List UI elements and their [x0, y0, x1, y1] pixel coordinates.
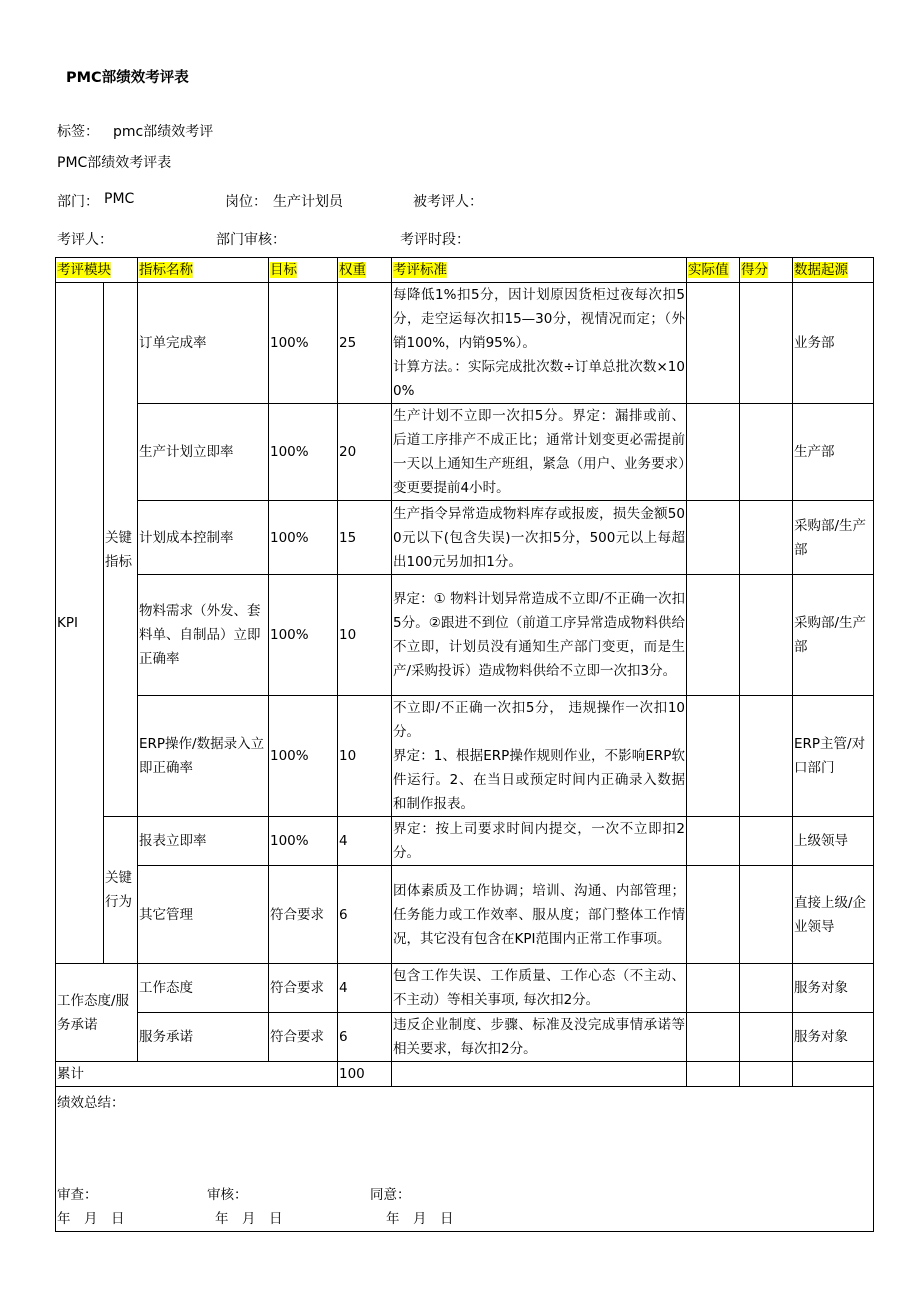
- indicator-criteria: 不立即/不正确一次扣5分， 违规操作一次扣10分。 界定：1、根据ERP操作规则作业，不影响ERP软件运行。2、在当日或预定时间内正确录入数据和制作报表。: [392, 696, 687, 817]
- actual-value-cell[interactable]: [687, 1013, 740, 1062]
- indicator-name: 计划成本控制率: [138, 501, 269, 575]
- table-row: [56, 866, 874, 964]
- indicator-source: 服务对象: [793, 964, 874, 1013]
- table-row: [56, 1013, 874, 1062]
- indicator-source: 服务对象: [793, 1013, 874, 1062]
- indicator-criteria: 生产计划不立即一次扣5分。界定：漏排或前、后道工序排产不成正比；通常计划变更必需提前一天以上通知生产班组，紧急（用户、业务要求）变更要提前4小时。: [392, 404, 687, 501]
- subtitle: PMC部绩效考评表: [57, 155, 172, 171]
- indicator-criteria: 生产指令异常造成物料库存或报废，损失金额500元以下(包含失误)一次扣5分，500元以上每超出100元另加扣1分。: [392, 501, 687, 575]
- header-criteria: 考评标准: [392, 258, 687, 283]
- header-source: 数据起源: [793, 258, 874, 283]
- actual-value-cell[interactable]: [687, 866, 740, 964]
- post-value: 生产计划员: [273, 194, 343, 210]
- summary-label: 绩效总结：: [57, 1095, 125, 1111]
- indicator-weight: 4: [338, 817, 392, 866]
- score-cell[interactable]: [740, 575, 793, 696]
- indicator-criteria: 团体素质及工作协调；培训、沟通、内部管理；任务能力或工作效率、服从度；部门整体工作情况，其它没有包含在KPI范围内正常工作事项。: [392, 866, 687, 964]
- indicator-criteria: 每降低1%扣5分，因计划原因货柜过夜每次扣5分，走空运每次扣15—30分，视情况而定；（外销100%，内销95%）。 计算方法。：实际完成批次数÷订单总批次数×100%: [392, 283, 687, 404]
- indicator-target: 100%: [269, 575, 338, 696]
- header-row: [56, 258, 874, 283]
- group-attitude: 工作态度/服务承诺: [56, 964, 138, 1062]
- score-cell[interactable]: [740, 696, 793, 817]
- period-label: 考评时段：: [400, 232, 470, 248]
- summary-row: [56, 1087, 874, 1232]
- score-cell[interactable]: [740, 964, 793, 1013]
- agree-label: 同意：: [370, 1187, 411, 1203]
- indicator-name: 报表立即率: [138, 817, 269, 866]
- dept-label: 部门：: [57, 194, 99, 210]
- indicator-name: 订单完成率: [138, 283, 269, 404]
- indicator-target: 符合要求: [269, 964, 338, 1013]
- total-source-cell: [793, 1062, 874, 1087]
- sub-key-behavior: 关键行为: [104, 817, 138, 964]
- indicator-source: 采购部/生产部: [793, 575, 874, 696]
- indicator-weight: 10: [338, 696, 392, 817]
- header-actual: 实际值: [687, 258, 740, 283]
- indicator-target: 100%: [269, 696, 338, 817]
- post-label: 岗位：: [225, 194, 267, 210]
- indicator-criteria: 包含工作失误、工作质量、工作心态（不主动、不主动）等相关事项, 每次扣2分。: [392, 964, 687, 1013]
- indicator-target: 100%: [269, 817, 338, 866]
- indicator-weight: 4: [338, 964, 392, 1013]
- table-row: [56, 817, 874, 866]
- total-criteria-cell: [392, 1062, 687, 1087]
- actual-value-cell[interactable]: [687, 817, 740, 866]
- page-title: PMC部绩效考评表: [66, 70, 189, 86]
- table-row: [56, 404, 874, 501]
- tag-label: 标签：: [57, 124, 99, 140]
- indicator-criteria: 违反企业制度、步骤、标准及没完成事情承诺等相关要求，每次扣2分。: [392, 1013, 687, 1062]
- check-label: 审查：: [57, 1187, 98, 1203]
- score-cell[interactable]: [740, 1013, 793, 1062]
- table-row: [56, 501, 874, 575]
- header-target: 目标: [269, 258, 338, 283]
- indicator-source: ERP主管/对口部门: [793, 696, 874, 817]
- dept-value: PMC: [104, 191, 135, 207]
- indicator-weight: 25: [338, 283, 392, 404]
- indicator-target: 符合要求: [269, 866, 338, 964]
- audit-label: 审核：: [207, 1187, 248, 1203]
- appraiser-label: 考评人：: [57, 232, 113, 248]
- group-kpi: KPI: [56, 283, 104, 964]
- agree-date: 年 月 日: [386, 1211, 454, 1227]
- indicator-source: 采购部/生产部: [793, 501, 874, 575]
- indicator-target: 100%: [269, 404, 338, 501]
- total-weight: 100: [338, 1062, 392, 1087]
- indicator-target: 100%: [269, 283, 338, 404]
- indicator-source: 上级领导: [793, 817, 874, 866]
- total-actual-cell[interactable]: [687, 1062, 740, 1087]
- indicator-name: ERP操作/数据录入立即正确率: [138, 696, 269, 817]
- actual-value-cell[interactable]: [687, 501, 740, 575]
- score-cell[interactable]: [740, 404, 793, 501]
- indicator-weight: 20: [338, 404, 392, 501]
- table-row: [56, 696, 874, 817]
- table-row: [56, 283, 874, 404]
- indicator-source: 生产部: [793, 404, 874, 501]
- score-cell[interactable]: [740, 283, 793, 404]
- table-row: [56, 575, 874, 696]
- total-label: 累计: [56, 1062, 338, 1087]
- appraisal-table: [55, 257, 874, 1232]
- indicator-weight: 6: [338, 866, 392, 964]
- indicator-source: 直接上级/企业领导: [793, 866, 874, 964]
- header-weight: 权重: [338, 258, 392, 283]
- header-score: 得分: [740, 258, 793, 283]
- indicator-name: 服务承诺: [138, 1013, 269, 1062]
- score-cell[interactable]: [740, 817, 793, 866]
- score-cell[interactable]: [740, 866, 793, 964]
- indicator-name: 物料需求（外发、套料单、自制品）立即正确率: [138, 575, 269, 696]
- indicator-target: 符合要求: [269, 1013, 338, 1062]
- indicator-weight: 10: [338, 575, 392, 696]
- actual-value-cell[interactable]: [687, 283, 740, 404]
- header-indicator: 指标名称: [138, 258, 269, 283]
- table-row: [56, 964, 874, 1013]
- indicator-criteria: 界定：① 物料计划异常造成不立即/不正确一次扣5分。②跟进不到位（前道工序异常造成物料供给不立即，计划员没有通知生产部门变更，而是生产/采购投诉）造成物料供给不立即一次扣3分。: [392, 575, 687, 696]
- tag-value: pmc部绩效考评: [113, 124, 214, 140]
- score-cell[interactable]: [740, 501, 793, 575]
- sub-key-indicator: 关键指标: [104, 283, 138, 817]
- appraisee-label: 被考评人：: [413, 194, 483, 210]
- total-row: [56, 1062, 874, 1087]
- header-module: 考评模块: [56, 258, 138, 283]
- indicator-criteria: 界定：按上司要求时间内提交，一次不立即扣2分。: [392, 817, 687, 866]
- indicator-target: 100%: [269, 501, 338, 575]
- indicator-name: 其它管理: [138, 866, 269, 964]
- actual-value-cell[interactable]: [687, 696, 740, 817]
- indicator-name: 工作态度: [138, 964, 269, 1013]
- check-date: 年 月 日: [57, 1211, 125, 1227]
- actual-value-cell[interactable]: [687, 404, 740, 501]
- indicator-name: 生产计划立即率: [138, 404, 269, 501]
- indicator-weight: 15: [338, 501, 392, 575]
- actual-value-cell[interactable]: [687, 964, 740, 1013]
- indicator-source: 业务部: [793, 283, 874, 404]
- indicator-weight: 6: [338, 1013, 392, 1062]
- audit-date: 年 月 日: [215, 1211, 283, 1227]
- dept-review-label: 部门审核：: [216, 232, 286, 248]
- summary-cell[interactable]: [56, 1087, 874, 1232]
- total-score-cell[interactable]: [740, 1062, 793, 1087]
- actual-value-cell[interactable]: [687, 575, 740, 696]
